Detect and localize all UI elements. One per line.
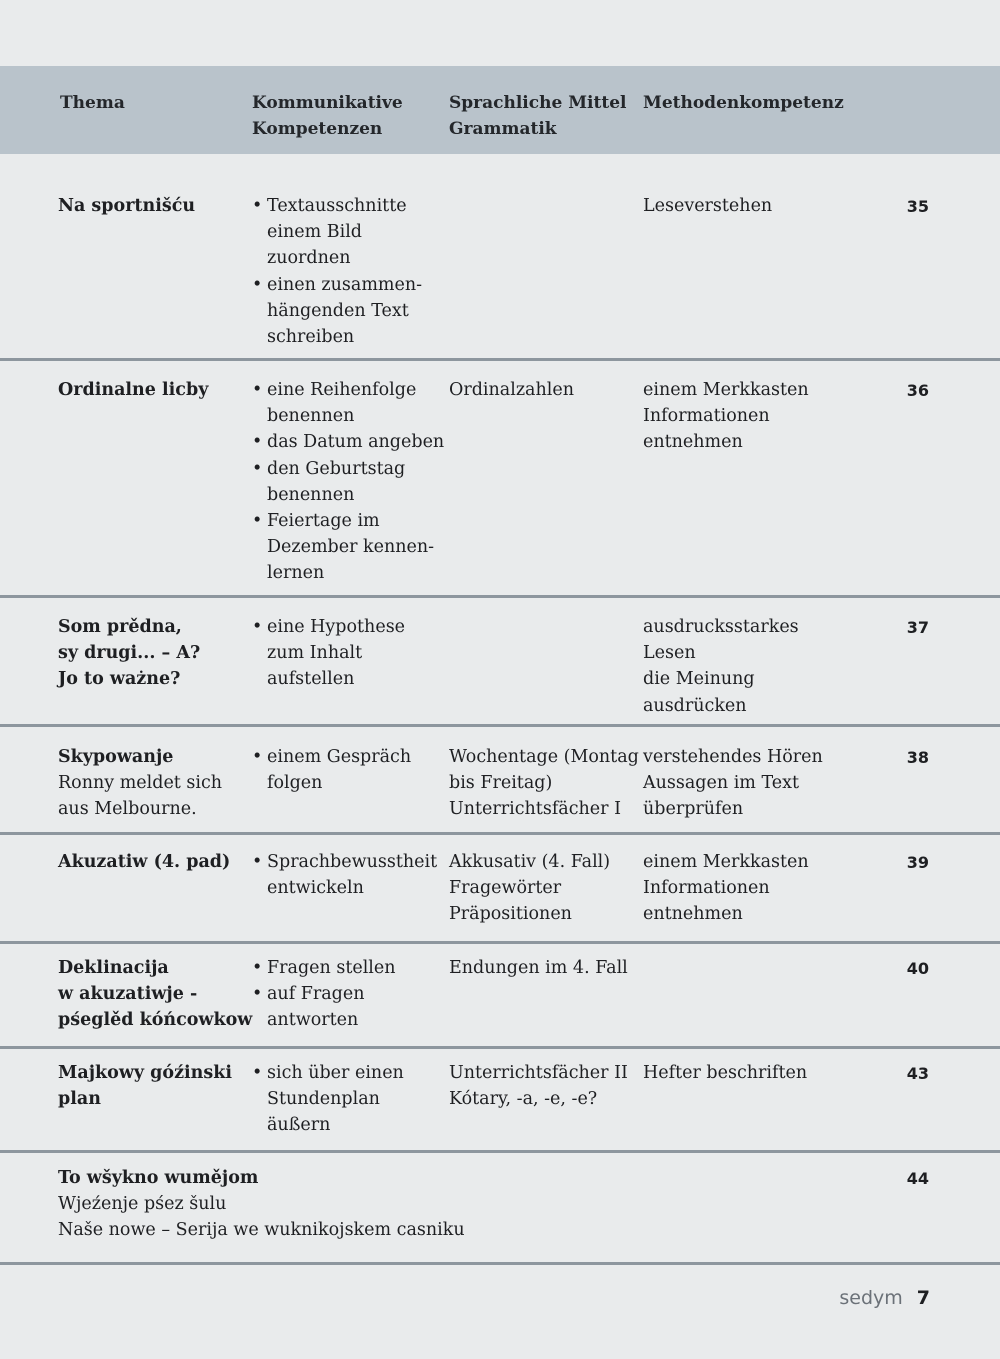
page-footer (839, 1286, 930, 1310)
bullet-item: • Textausschnitte einem Bild zuordnen (252, 193, 442, 272)
bullet-item: • eine Reihenfolge benennen (252, 377, 442, 429)
header-thema: Thema (60, 93, 125, 113)
page-number: 35 (906, 197, 929, 216)
kommunikative-cell (252, 377, 445, 587)
sprachliche-cell: Endungen im 4. Fall (449, 958, 628, 978)
thema-line: Na sportnišću (58, 196, 196, 216)
row-divider (0, 832, 1000, 835)
bullet-item: • auf Fragen antworten (252, 981, 442, 1033)
methoden-cell: ausdrucksstarkes Lesen die Meinung ausdrücken (643, 617, 799, 716)
methoden-cell: verstehendes Hören Aussagen im Text überprüfen (643, 747, 823, 820)
bullet-item: • einem Gespräch folgen (252, 744, 442, 796)
row-divider (0, 595, 1000, 598)
table-header (0, 66, 1000, 154)
page-number: 39 (906, 853, 929, 872)
summary-cell (58, 1165, 858, 1244)
row-divider (0, 1150, 1000, 1153)
page-number: 43 (906, 1064, 929, 1083)
page-number-word: sedym (839, 1287, 903, 1309)
thema-cell: Deklinacija w akuzatiwje - pśeglěd kóńcowkow (58, 958, 253, 1031)
bullet-item: • sich über einen Stundenplan äußern (252, 1060, 442, 1139)
kommunikative-cell (252, 193, 442, 350)
row-divider (0, 941, 1000, 944)
methoden-cell: Leseverstehen (643, 196, 773, 216)
page-number: 44 (906, 1169, 929, 1188)
thema-cell: Ordinalne licby (58, 380, 209, 400)
row-divider (0, 1262, 1000, 1265)
thema-cell: Som prědna, sy drugi... – A? Jo to ważne? (58, 617, 201, 690)
methoden-cell: einem Merkkasten Informationen entnehmen (643, 852, 809, 925)
bullet-item: • das Datum angeben (252, 429, 442, 455)
header-methodenkompetenz: Methodenkompetenz (643, 93, 844, 113)
bullet-item: • Feiertage im Dezember kennen- lernen (252, 508, 442, 587)
kommunikative-cell (252, 614, 442, 693)
kommunikative-cell (252, 1060, 442, 1139)
summary-title: To wšykno wumějom (58, 1168, 259, 1188)
page-number-digit: 7 (916, 1287, 930, 1309)
page-number: 40 (906, 959, 929, 978)
summary-line: Naše nowe – Serija we wuknikojskem casniku (58, 1220, 465, 1241)
methoden-cell: Hefter beschriften (643, 1063, 808, 1083)
bullet-item: • Sprachbewusstheit entwickeln (252, 849, 442, 901)
bullet-item: • den Geburtstag benennen (252, 456, 442, 508)
bullet-item: • Fragen stellen (252, 955, 442, 981)
header-kommunikative-kompetenzen: Kommunikative Kompetenzen (252, 93, 403, 139)
page-number: 37 (906, 618, 929, 637)
methoden-cell: einem Merkkasten Informationen entnehmen (643, 380, 809, 453)
kommunikative-cell (252, 955, 442, 1034)
thema-cell: Majkowy góźinski plan (58, 1063, 233, 1110)
page-number: 38 (906, 748, 929, 767)
row-divider (0, 358, 1000, 361)
thema-cell (58, 193, 248, 219)
bullet-item: • einen zusammen- hängenden Text schreiben (252, 272, 442, 351)
thema-cell: Skypowanje Ronny meldet sich aus Melbourne. (58, 747, 223, 820)
sprachliche-cell: Unterrichtsfächer II Kótary, -a, -e, -e? (449, 1063, 628, 1110)
summary-line: Wjeźenje pśez šulu (58, 1194, 227, 1215)
bullet-item: • eine Hypothese zum Inhalt aufstellen (252, 614, 442, 693)
sprachliche-cell: Akkusativ (4. Fall) Fragewörter Präpositionen (449, 852, 611, 925)
sprachliche-cell: Wochentage (Montag bis Freitag) Unterrichtsfächer I (449, 747, 639, 820)
kommunikative-cell (252, 849, 442, 901)
thema-cell: Akuzatiw (4. pad) (58, 852, 231, 872)
page-number: 36 (906, 381, 929, 400)
header-sprachliche-mittel-grammatik: Sprachliche Mittel Grammatik (449, 93, 627, 139)
kommunikative-cell (252, 744, 442, 796)
row-divider (0, 1046, 1000, 1049)
sprachliche-cell: Ordinalzahlen (449, 380, 574, 400)
row-divider (0, 724, 1000, 727)
